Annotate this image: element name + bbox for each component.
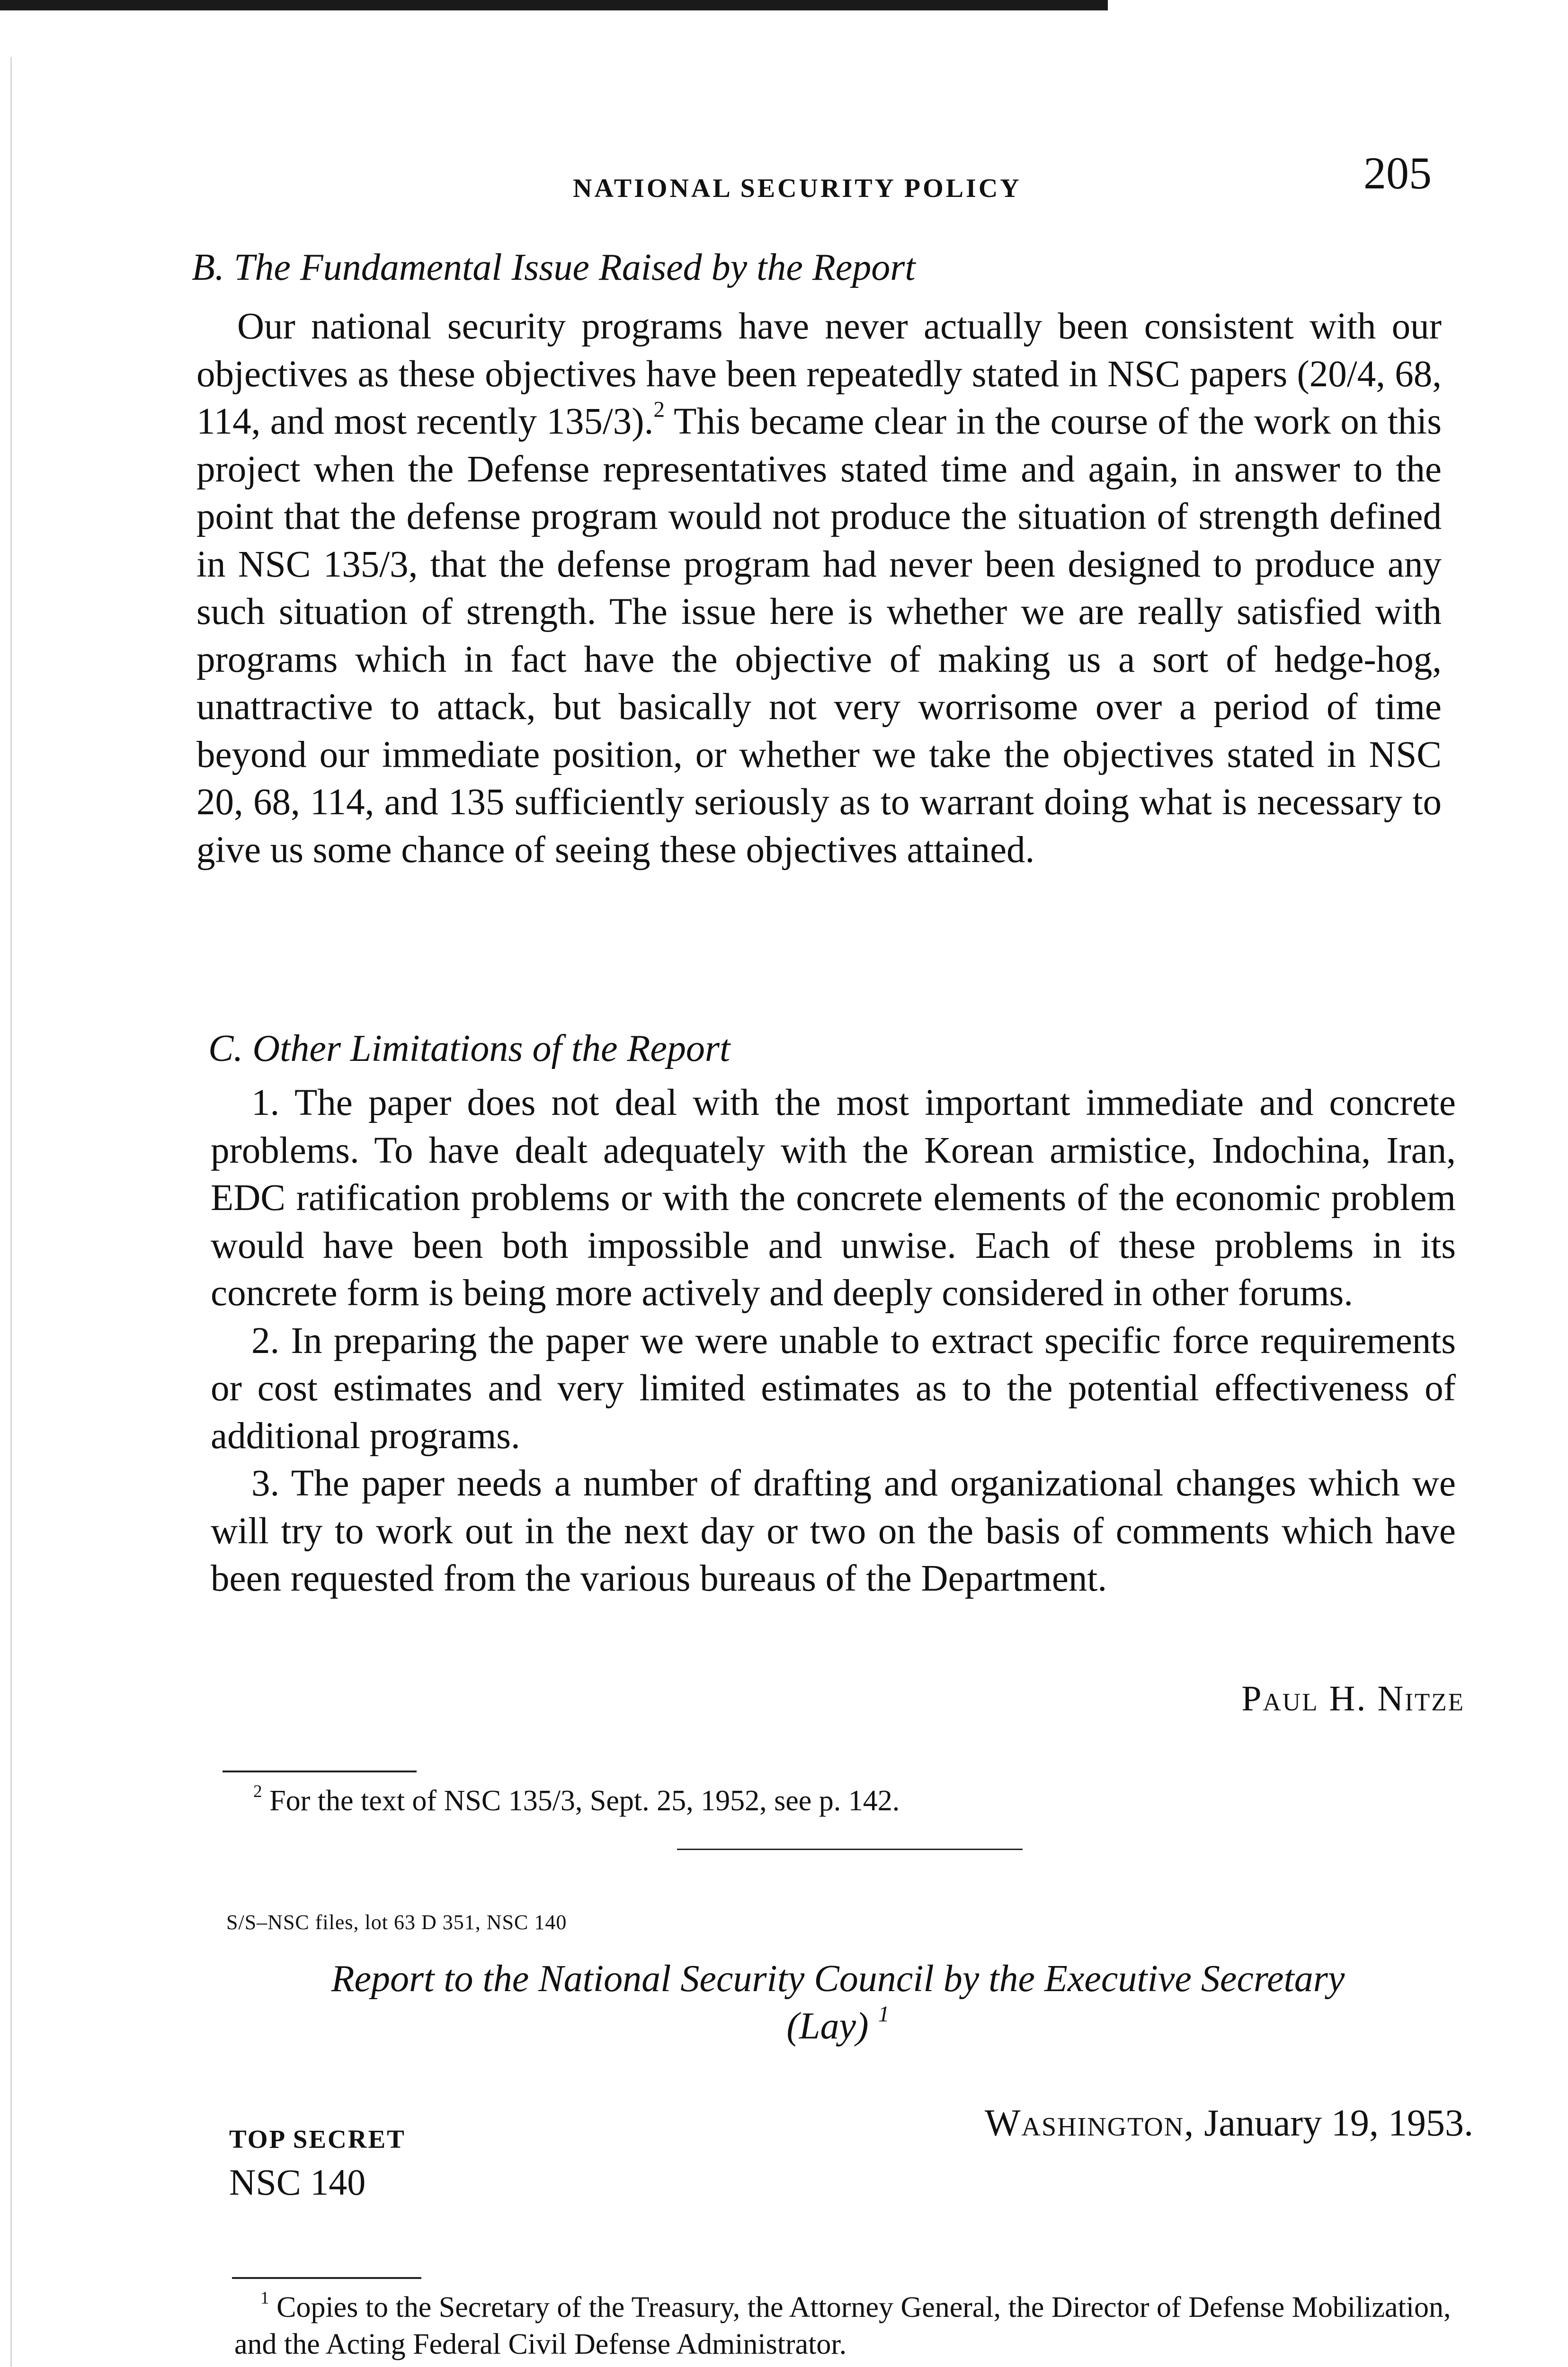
footnote-2: [253, 1782, 900, 1819]
page-number: 205: [1363, 148, 1432, 198]
report-title-line-1: Report to the National Security Council by the Executive Secretary: [331, 1958, 1345, 2000]
section-c-item: 3. The paper needs a number of drafting and organizational changes which we will try to work out in the next day or two on the basis of comments which have been requested from the various bureaus of the Department.: [211, 1463, 1456, 1599]
footnote-text: For the text of NSC 135/3, Sept. 25, 1952, see p. 142.: [269, 1785, 900, 1817]
footnote-reference-1: 1: [878, 2002, 890, 2027]
dateline-date: January 19, 1953.: [1204, 2102, 1473, 2144]
running-head: NATIONAL SECURITY POLICY: [573, 174, 1022, 203]
footnote-marker: 1: [260, 2288, 269, 2308]
section-b-heading: B. The Fundamental Issue Raised by the Report: [192, 247, 916, 288]
section-c-body: [211, 1079, 1456, 1603]
source-line: S/S–NSC files, lot 63 D 351, NSC 140: [226, 1911, 567, 1934]
section-c-item: 2. In preparing the paper we were unable to extract specific force requirements or cost estimates and very limited estimates as to the potential effectiveness of additional programs.: [211, 1320, 1456, 1457]
section-b-text-part1: Our national security programs have never actually been consistent with our objectives as these objectives have been repeatedly stated in NSC papers (20/4, 68, 114, and most recently 135/3).: [196, 306, 1442, 442]
section-separator: [677, 1849, 1023, 1850]
footnote-reference-2: 2: [653, 397, 665, 422]
report-title-author: (Lay): [786, 2005, 869, 2047]
report-title: [199, 1955, 1477, 2050]
section-b-body: [196, 303, 1442, 874]
footnote-text: Copies to the Secretary of the Treasury, the Attorney General, the Director of Defense Mobilization, and the Acting Federal Civil Defense Administrator.: [234, 2291, 1451, 2360]
classification-label: TOP SECRET: [229, 2125, 406, 2153]
dateline: [985, 2102, 1473, 2145]
signature: Paul H. Nitze: [1241, 1679, 1465, 1718]
report-title-line-2: [199, 2002, 1477, 2050]
section-c-item: 1. The paper does not deal with the most important immediate and concrete problems. To have dealt adequately with the Korean armistice, Indochina, Iran, EDC ratification problems or with the concrete elements of the economic problem would have been both impossible and unwise. Each of these problems in its concrete form is being more actively and deeply considered in other forums.: [211, 1082, 1456, 1314]
footnote-marker: 2: [253, 1782, 262, 1802]
section-b-paragraph: [196, 303, 1442, 874]
footnote-rule: [232, 2277, 421, 2279]
footnote-rule: [223, 1771, 417, 1772]
dateline-place: Washington,: [985, 2102, 1195, 2144]
footnote-1: [234, 2289, 1484, 2363]
section-b-text-part2: This became clear in the course of the work on this project when the Defense representatives stated time and again, in answer to the point that the defense program would not produce the situation of strength defined in NSC 135/3, that the defense program had never been designed to produce any such situation of strength. The issue here is whether we are really satisfied with programs which in fact have the objective of making us a sort of hedge-hog, unattractive to attack, but basically not very worrisome over a period of time beyond our immediate position, or whether we take the objectives stated in NSC 20, 68, 114, and 135 sufficiently seriously as to warrant doing what is necessary to give us some chance of seeing these objectives attained.: [196, 401, 1442, 871]
document-number: NSC 140: [229, 2162, 366, 2203]
section-c-heading: C. Other Limitations of the Report: [208, 1028, 731, 1069]
